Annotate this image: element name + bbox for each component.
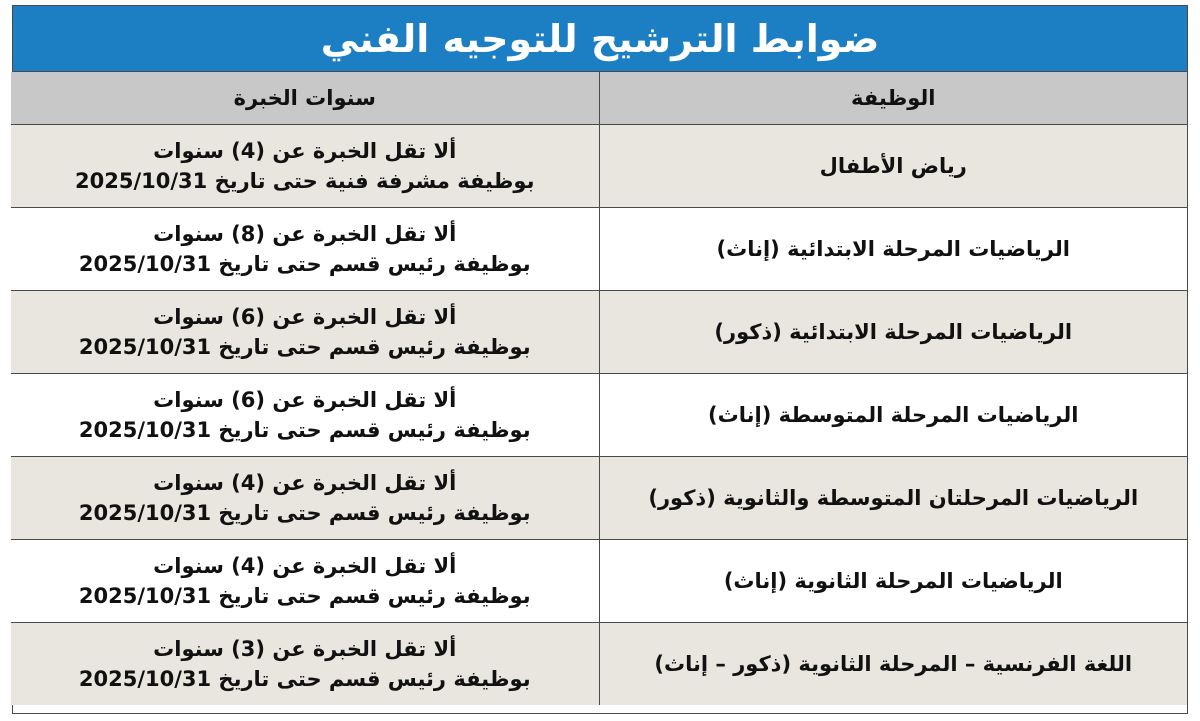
experience-position: بوظيفة رئيس قسم حتى تاريخ 2025/10/31 bbox=[78, 584, 531, 608]
experience-position: بوظيفة رئيس قسم حتى تاريخ 2025/10/31 bbox=[78, 252, 531, 276]
experience-years: ألا تقل الخبرة عن (3) سنوات bbox=[153, 636, 457, 661]
nomination-criteria-table bbox=[12, 5, 1188, 714]
experience-years: ألا تقل الخبرة عن (4) سنوات bbox=[153, 470, 457, 495]
table-row bbox=[11, 540, 1187, 623]
job-cell: الرياضيات المرحلة الابتدائية (ذكور) bbox=[599, 291, 1187, 374]
job-cell: الرياضيات المرحلتان المتوسطة والثانوية (ذكور) bbox=[599, 457, 1187, 540]
experience-cell bbox=[11, 540, 599, 623]
title-bar bbox=[13, 6, 1187, 72]
job-cell: رياض الأطفال bbox=[599, 125, 1187, 208]
experience-cell bbox=[11, 291, 599, 374]
table-row bbox=[11, 623, 1187, 706]
job-cell: اللغة الفرنسية – المرحلة الثانوية (ذكور – إناث) bbox=[599, 623, 1187, 706]
header-job: الوظيفة bbox=[599, 72, 1187, 125]
job-cell: الرياضيات المرحلة الابتدائية (إناث) bbox=[599, 208, 1187, 291]
header-experience: سنوات الخبرة bbox=[11, 72, 599, 125]
experience-position: بوظيفة رئيس قسم حتى تاريخ 2025/10/31 bbox=[78, 418, 531, 442]
job-cell: الرياضيات المرحلة المتوسطة (إناث) bbox=[599, 374, 1187, 457]
table-row bbox=[11, 374, 1187, 457]
table-header-row bbox=[11, 72, 1187, 125]
experience-position: بوظيفة مشرفة فنية حتى تاريخ 2025/10/31 bbox=[75, 169, 535, 193]
table-row bbox=[11, 125, 1187, 208]
experience-cell bbox=[11, 125, 599, 208]
job-cell: الرياضيات المرحلة الثانوية (إناث) bbox=[599, 540, 1187, 623]
experience-position: بوظيفة رئيس قسم حتى تاريخ 2025/10/31 bbox=[78, 501, 531, 525]
experience-cell bbox=[11, 457, 599, 540]
experience-position: بوظيفة رئيس قسم حتى تاريخ 2025/10/31 bbox=[78, 335, 531, 359]
criteria-table bbox=[11, 72, 1187, 705]
page-title: ضوابط الترشيح للتوجيه الفني bbox=[320, 16, 880, 61]
experience-position: بوظيفة رئيس قسم حتى تاريخ 2025/10/31 bbox=[78, 667, 531, 691]
experience-cell bbox=[11, 208, 599, 291]
table-row bbox=[11, 291, 1187, 374]
experience-cell bbox=[11, 623, 599, 706]
experience-years: ألا تقل الخبرة عن (6) سنوات bbox=[153, 304, 457, 329]
table-row bbox=[11, 208, 1187, 291]
table-row bbox=[11, 457, 1187, 540]
experience-cell bbox=[11, 374, 599, 457]
experience-years: ألا تقل الخبرة عن (4) سنوات bbox=[153, 553, 457, 578]
experience-years: ألا تقل الخبرة عن (8) سنوات bbox=[153, 221, 457, 246]
experience-years: ألا تقل الخبرة عن (6) سنوات bbox=[153, 387, 457, 412]
experience-years: ألا تقل الخبرة عن (4) سنوات bbox=[153, 138, 457, 163]
